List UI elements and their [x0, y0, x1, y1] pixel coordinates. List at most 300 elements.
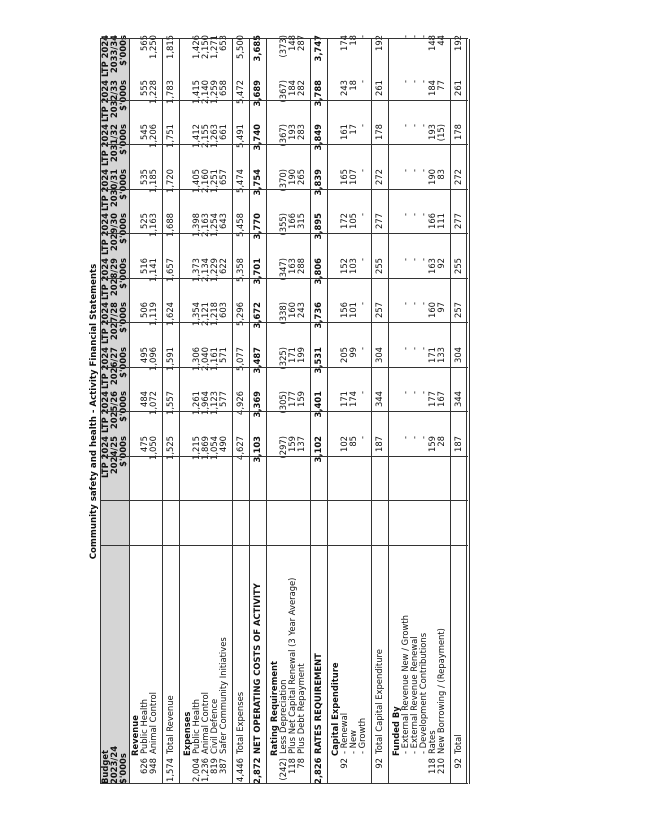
cell-value: 4,627 — [235, 436, 245, 460]
cell-value: 5,296 — [235, 302, 245, 326]
section-heading: Capital Expenditure — [330, 662, 340, 756]
section-heading: Funded By — [391, 706, 401, 756]
cell-value: 1,624 — [165, 302, 175, 326]
cell-value: 5,077 — [235, 347, 245, 371]
cell-value: 107 — [348, 169, 358, 185]
cell-value: - — [409, 436, 419, 440]
budget-value: 92 — [339, 758, 349, 769]
budget-value: 92 — [374, 758, 384, 769]
column-header: 2026/27 — [109, 347, 119, 386]
column-divider — [100, 144, 468, 145]
cell-value: 193 — [287, 124, 297, 140]
cell-value: 166 — [427, 213, 437, 229]
cell-value: 1,306 — [191, 347, 201, 371]
cell-value: 3,754 — [252, 169, 262, 196]
cell-value: 1,415 — [191, 80, 201, 104]
cell-value: (347) — [278, 258, 288, 281]
row-label: NET OPERATING COSTS OF ACTIVITY — [252, 583, 262, 754]
cell-value: 3,747 — [313, 35, 323, 62]
cell-value: 490 — [218, 436, 228, 452]
cell-value: 1,720 — [165, 169, 175, 193]
budget-value: 1,236 — [200, 758, 210, 782]
page-title: Community safety and health - Activity Financial Statements — [89, 263, 99, 560]
column-header: 2023/24 — [109, 745, 119, 784]
cell-value: 3,102 — [313, 436, 323, 463]
cell-value: 18 — [348, 80, 358, 91]
cell-value: 160 — [287, 302, 297, 318]
cell-value: 3,103 — [252, 436, 262, 463]
cell-value: 163 — [287, 258, 297, 274]
cell-value: 3,487 — [252, 347, 262, 374]
cell-value: 5,358 — [235, 258, 245, 282]
cell-value: 283 — [296, 124, 306, 140]
cell-value: 1,869 — [200, 436, 210, 460]
column-header: 2029/30 — [109, 213, 119, 252]
cell-value: 178 — [453, 124, 463, 140]
cell-value: - — [418, 124, 428, 128]
cell-value: 2,121 — [200, 302, 210, 326]
cell-value: - — [400, 391, 410, 395]
cell-value: 161 — [339, 124, 349, 140]
column-header: Budget — [100, 749, 110, 784]
cell-value: 17 — [348, 124, 358, 135]
cell-value: 1,206 — [148, 124, 158, 148]
row-label: New Borrowing / (Repayment) — [436, 628, 446, 754]
column-header: 2031/32 — [109, 124, 119, 163]
column-header: 2024/25 — [109, 436, 119, 475]
cell-value: - — [400, 124, 410, 128]
cell-value: 192 — [453, 35, 463, 51]
cell-value: 199 — [296, 347, 306, 363]
cell-value: 571 — [218, 347, 228, 363]
cell-value: 1,373 — [191, 258, 201, 282]
column-header: $'000s — [118, 302, 128, 333]
cell-value: - — [418, 80, 428, 84]
column-header: 2028/29 — [109, 258, 119, 297]
cell-value: 255 — [453, 258, 463, 274]
column-divider — [100, 783, 468, 784]
column-header: LTP 2024 — [100, 213, 110, 256]
cell-value: 3,895 — [313, 213, 323, 240]
cell-value: 1,354 — [191, 302, 201, 326]
cell-value: 277 — [374, 213, 384, 229]
cell-value: 1,751 — [165, 124, 175, 148]
cell-value: 484 — [139, 391, 149, 407]
cell-value: 111 — [436, 213, 446, 229]
cell-value: 205 — [339, 347, 349, 363]
cell-value: 159 — [296, 391, 306, 407]
cell-value: 18 — [348, 35, 358, 46]
cell-value: 1,688 — [165, 213, 175, 237]
cell-value: 3,369 — [252, 391, 262, 418]
cell-value: 1,229 — [209, 258, 219, 282]
column-divider — [100, 322, 468, 323]
row-label: Rates — [427, 730, 437, 754]
cell-value: 3,689 — [252, 80, 262, 107]
cell-value: 190 — [287, 169, 297, 185]
column-header: $'000s — [118, 436, 128, 467]
cell-value: 77 — [436, 80, 446, 91]
cell-value: - — [418, 35, 428, 39]
column-header: LTP 2024 — [100, 169, 110, 212]
cell-value: 1,251 — [209, 169, 219, 193]
cell-value: 5,474 — [235, 169, 245, 193]
column-header: $'000s — [118, 80, 128, 111]
cell-value: - — [409, 124, 419, 128]
column-divider — [100, 100, 468, 101]
column-header: $'000s — [118, 169, 128, 200]
cell-value: 102 — [339, 436, 349, 452]
row-label: - Renewal — [339, 712, 349, 754]
cell-value: 1,050 — [148, 436, 158, 460]
section-heading: Expenses — [182, 711, 192, 756]
cell-value: 3,770 — [252, 213, 262, 240]
cell-value: 545 — [139, 124, 149, 140]
column-divider — [100, 456, 468, 457]
cell-value: 103 — [348, 258, 358, 274]
budget-value: 387 — [218, 758, 228, 774]
row-label: Public Health — [139, 699, 149, 754]
cell-value: 1,426 — [191, 35, 201, 59]
column-header: $'000s — [118, 124, 128, 155]
column-divider — [100, 189, 468, 190]
budget-value: 2,004 — [191, 758, 201, 782]
cell-value: 3,401 — [313, 391, 323, 418]
row-label: Total Revenue — [165, 695, 175, 754]
cell-value: 3,839 — [313, 169, 323, 196]
cell-value: 1,263 — [209, 124, 219, 148]
cell-value: 1,398 — [191, 213, 201, 237]
cell-value: 344 — [453, 391, 463, 407]
cell-value: - — [400, 80, 410, 84]
cell-value: 5,472 — [235, 80, 245, 104]
cell-value: 653 — [218, 35, 228, 51]
cell-value: 261 — [453, 80, 463, 96]
cell-value: 187 — [453, 436, 463, 452]
row-label: Public Health — [191, 699, 201, 754]
cell-value: 516 — [139, 258, 149, 274]
row-label: Total Capital Expenditure — [374, 649, 384, 754]
budget-value: 819 — [209, 758, 219, 774]
row-label: - New — [348, 730, 358, 754]
cell-value: 171 — [339, 391, 349, 407]
budget-value: 2,826 — [313, 757, 323, 784]
row-label: Civil Defence — [209, 698, 219, 754]
cell-value: 133 — [436, 347, 446, 363]
column-header: LTP 2024 — [100, 347, 110, 390]
cell-value: - — [418, 302, 428, 306]
cell-value: 5,458 — [235, 213, 245, 237]
cell-value: (338) — [278, 302, 288, 325]
cell-value: 184 — [287, 80, 297, 96]
cell-value: - — [409, 347, 419, 351]
cell-value: 1,123 — [209, 391, 219, 415]
cell-value: 661 — [218, 124, 228, 140]
cell-value: 2,134 — [200, 258, 210, 282]
cell-value: (305) — [278, 391, 288, 414]
cell-value: 1,405 — [191, 169, 201, 193]
cell-value: - — [409, 302, 419, 306]
cell-value: 1,185 — [148, 169, 158, 193]
cell-value: 165 — [339, 169, 349, 185]
row-label: Total Expenses — [235, 691, 245, 754]
cell-value: 1,783 — [165, 80, 175, 104]
column-divider — [100, 367, 468, 368]
cell-value: 44 — [436, 35, 446, 46]
cell-value: 159 — [287, 436, 297, 452]
cell-value: 99 — [348, 347, 358, 358]
cell-value: - — [357, 436, 367, 440]
column-header: LTP 2024 — [100, 302, 110, 345]
column-header: $'000s — [118, 753, 128, 784]
cell-value: - — [418, 169, 428, 173]
column-header: LTP 2024 — [100, 35, 110, 78]
column-header: $'000s — [118, 347, 128, 378]
cell-value: 265 — [296, 169, 306, 185]
financial-statement-table — [84, 32, 524, 792]
cell-value: 1,815 — [165, 35, 175, 59]
cell-value: - — [409, 258, 419, 262]
cell-value: 622 — [218, 258, 228, 274]
budget-value: 4,446 — [235, 758, 245, 782]
cell-value: 3,740 — [252, 124, 262, 151]
cell-value: 28 — [436, 436, 446, 447]
column-header: LTP 2024 — [100, 391, 110, 434]
cell-value: 174 — [348, 391, 358, 407]
cell-value: 2,163 — [200, 213, 210, 237]
cell-value: 272 — [374, 169, 384, 185]
cell-value: 171 — [287, 347, 297, 363]
cell-value: (325) — [278, 347, 288, 370]
cell-value: 156 — [339, 302, 349, 318]
cell-value: 5,500 — [235, 35, 245, 59]
cell-value: 506 — [139, 302, 149, 318]
column-header: 2027/28 — [109, 302, 119, 341]
cell-value: - — [357, 169, 367, 173]
cell-value: 1,072 — [148, 391, 158, 415]
cell-value: - — [400, 35, 410, 39]
cell-value: - — [409, 169, 419, 173]
cell-value: 152 — [339, 258, 349, 274]
cell-value: 657 — [218, 169, 228, 185]
cell-value: 3,531 — [313, 347, 323, 374]
cell-value: - — [357, 391, 367, 395]
cell-value: (297) — [278, 436, 288, 459]
cell-value: (367) — [278, 124, 288, 147]
row-label: Plus Debt Repayment — [296, 663, 306, 754]
cell-value: 4,926 — [235, 391, 245, 415]
cell-value: 1,141 — [148, 258, 158, 282]
cell-value: - — [418, 347, 428, 351]
cell-value: - — [400, 347, 410, 351]
cell-value: 1,591 — [165, 347, 175, 371]
cell-value: 92 — [436, 258, 446, 269]
column-divider — [100, 500, 468, 501]
column-header: LTP 2024 — [100, 258, 110, 301]
budget-value: 1,574 — [165, 758, 175, 782]
cell-value: 243 — [296, 302, 306, 318]
cell-value: 495 — [139, 347, 149, 363]
column-divider — [100, 38, 468, 39]
cell-value: 565 — [139, 35, 149, 51]
cell-value: 85 — [348, 436, 358, 447]
cell-value: - — [409, 80, 419, 84]
cell-value: 1,215 — [191, 436, 201, 460]
cell-value: 1,412 — [191, 124, 201, 148]
cell-value: - — [409, 213, 419, 217]
row-label: Safer Community Initiatives — [218, 637, 228, 754]
cell-value: 282 — [296, 80, 306, 96]
cell-value: - — [357, 302, 367, 306]
column-header: 2025/26 — [109, 391, 119, 430]
row-label: RATES REQUIREMENT — [313, 653, 323, 754]
cell-value: 3,806 — [313, 258, 323, 285]
cell-value: 3,788 — [313, 80, 323, 107]
cell-value: - — [400, 436, 410, 440]
column-header: $'000s — [118, 35, 128, 66]
cell-value: 643 — [218, 213, 228, 229]
cell-value: 3,736 — [313, 302, 323, 329]
row-label: - Growth — [357, 718, 367, 754]
row-label: Plus Net Capital Renewal (3 Year Average) — [287, 577, 297, 754]
cell-value: 1,525 — [165, 436, 175, 460]
cell-value: - — [418, 213, 428, 217]
cell-value: 288 — [296, 258, 306, 274]
cell-value: 1,557 — [165, 391, 175, 415]
cell-value: 97 — [436, 302, 446, 313]
cell-value: 525 — [139, 213, 149, 229]
cell-value: 3,701 — [252, 258, 262, 285]
column-header: 2030/31 — [109, 169, 119, 208]
cell-value: - — [357, 213, 367, 217]
budget-value: 2,872 — [252, 757, 262, 784]
cell-value: - — [400, 258, 410, 262]
cell-value: 160 — [427, 302, 437, 318]
cell-value: 257 — [453, 302, 463, 318]
row-label: Less Depreciation — [278, 679, 288, 754]
row-label: - External Revenue New / Growth — [400, 615, 410, 754]
cell-value: 243 — [339, 80, 349, 96]
cell-value: 2,150 — [200, 35, 210, 59]
column-header: $'000s — [118, 391, 128, 422]
cell-value: 178 — [374, 124, 384, 140]
cell-value: (355) — [278, 213, 288, 236]
column-header: 2032/33 — [109, 80, 119, 119]
column-header: LTP 2024 — [100, 436, 110, 479]
cell-value: 177 — [287, 391, 297, 407]
cell-value: 101 — [348, 302, 358, 318]
cell-value: 2,140 — [200, 80, 210, 104]
cell-value: 261 — [374, 80, 384, 96]
row-label: Animal Control — [200, 692, 210, 754]
cell-value: 171 — [427, 347, 437, 363]
row-label: - External Revenue Renewal — [409, 636, 419, 754]
cell-value: 174 — [339, 35, 349, 51]
cell-value: - — [400, 302, 410, 306]
cell-value: 1,096 — [148, 347, 158, 371]
cell-value: - — [400, 169, 410, 173]
cell-value: 1,261 — [191, 391, 201, 415]
cell-value: 193 — [427, 124, 437, 140]
cell-value: 344 — [374, 391, 384, 407]
cell-value: 3,672 — [252, 302, 262, 329]
cell-value: (370) — [278, 169, 288, 192]
cell-value: 1,964 — [200, 391, 210, 415]
cell-value: 304 — [453, 347, 463, 363]
cell-value: - — [409, 35, 419, 39]
column-header: $'000s — [118, 213, 128, 244]
budget-value: 118 — [287, 758, 297, 774]
budget-value: 118 — [427, 758, 437, 774]
cell-value: - — [357, 258, 367, 262]
cell-value: 177 — [427, 391, 437, 407]
cell-value: 257 — [374, 302, 384, 318]
cell-value: 105 — [348, 213, 358, 229]
row-label: - Development Contributions — [418, 632, 428, 754]
cell-value: 555 — [139, 80, 149, 96]
cell-value: 255 — [374, 258, 384, 274]
cell-value: 2,040 — [200, 347, 210, 371]
budget-value: 210 — [436, 758, 446, 774]
column-divider — [100, 545, 468, 546]
cell-value: 83 — [436, 169, 446, 180]
cell-value: 167 — [436, 391, 446, 407]
cell-value: 159 — [427, 436, 437, 452]
cell-value: 304 — [374, 347, 384, 363]
cell-value: 272 — [453, 169, 463, 185]
cell-value: 187 — [374, 436, 384, 452]
cell-value: 1,259 — [209, 80, 219, 104]
cell-value: 166 — [287, 213, 297, 229]
cell-value: 535 — [139, 169, 149, 185]
cell-value: 2,155 — [200, 124, 210, 148]
cell-value: - — [357, 347, 367, 351]
budget-value: 948 — [148, 758, 158, 774]
row-label: Total — [453, 734, 463, 754]
cell-value: 2,160 — [200, 169, 210, 193]
cell-value: - — [418, 258, 428, 262]
cell-value: 184 — [427, 80, 437, 96]
cell-value: - — [418, 391, 428, 395]
cell-value: - — [357, 124, 367, 128]
column-divider — [100, 233, 468, 234]
cell-value: 3,685 — [252, 35, 262, 62]
budget-value: 626 — [139, 758, 149, 774]
cell-value: 3,849 — [313, 124, 323, 151]
cell-value: 1,218 — [209, 302, 219, 326]
cell-value: 172 — [339, 213, 349, 229]
cell-value: 190 — [427, 169, 437, 185]
cell-value: 277 — [453, 213, 463, 229]
cell-value: 148 — [287, 35, 297, 51]
column-header: $'000s — [118, 258, 128, 289]
cell-value: 658 — [218, 80, 228, 96]
column-header: LTP 2024 — [100, 80, 110, 123]
cell-value: 1,119 — [148, 302, 158, 326]
cell-value: 5,491 — [235, 124, 245, 148]
cell-value: 577 — [218, 391, 228, 407]
cell-value: 475 — [139, 436, 149, 452]
column-divider — [100, 278, 468, 279]
cell-value: (367) — [278, 80, 288, 103]
budget-value: (242) — [278, 758, 288, 781]
cell-value: 1,163 — [148, 213, 158, 237]
cell-value: 1,161 — [209, 347, 219, 371]
cell-value: 1,657 — [165, 258, 175, 282]
cell-value: (15) — [436, 124, 446, 142]
budget-value: 78 — [296, 758, 306, 769]
cell-value: 192 — [374, 35, 384, 51]
